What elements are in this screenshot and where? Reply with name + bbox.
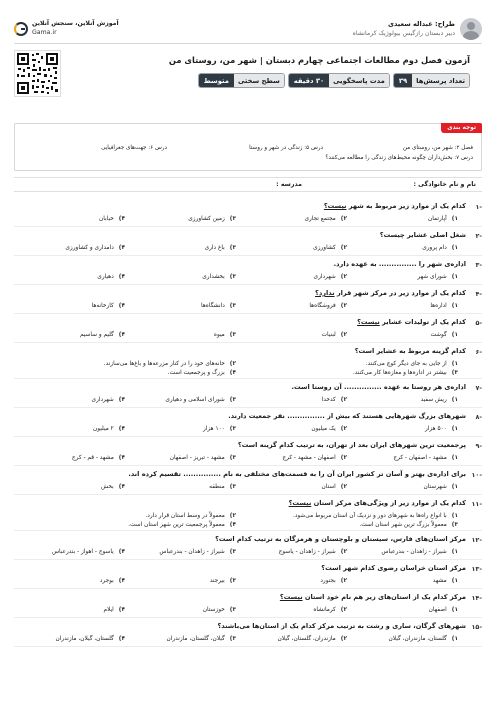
- answer-option[interactable]: ۳) گیلان، گلستان، مازندران: [166, 636, 236, 642]
- answer-option[interactable]: ۱) آپارتمان: [428, 216, 458, 222]
- notice-row-2: [23, 155, 473, 161]
- answer-option[interactable]: ۳) میوه: [213, 332, 236, 338]
- answer-option[interactable]: ۱) مشهد - اصفهان - کرج: [393, 455, 458, 461]
- student-info-line: [14, 177, 482, 192]
- question-count-label: تعداد پرسش‌ها: [412, 74, 469, 87]
- answer-option[interactable]: ۳) ۱۰۰ هزار: [202, 426, 236, 432]
- answer-option[interactable]: ۱) ریش سفید: [420, 397, 458, 403]
- question-item: [14, 379, 482, 408]
- answer-option[interactable]: ۲) بجنورد: [320, 578, 347, 584]
- question-item: [14, 314, 482, 343]
- option-row: [14, 513, 458, 519]
- answer-option[interactable]: ۲) کرمانشاه: [313, 607, 347, 613]
- question-number: -۲: [475, 232, 482, 240]
- answer-option[interactable]: ۲) فروشگاه‌ها: [309, 303, 347, 309]
- answer-option[interactable]: ۳) زمین کشاورزی: [188, 216, 236, 222]
- question-number: -۳: [475, 261, 482, 269]
- answer-option[interactable]: ۴) ایلام: [103, 607, 125, 613]
- answer-option[interactable]: ۳) بیشتر در اداره‌ها و مغازه‌ها کار می‌کنند.: [352, 370, 458, 376]
- question-item: [14, 343, 482, 379]
- answer-option[interactable]: ۴) خیابان: [99, 216, 125, 222]
- answer-option[interactable]: ۱) شورای شهر: [417, 274, 458, 280]
- answer-option[interactable]: ۱) گوشت: [430, 332, 458, 338]
- answer-option[interactable]: ۳) باغ داری: [204, 245, 236, 251]
- question-item: [14, 198, 482, 227]
- scope-notice: [14, 123, 482, 171]
- answer-option[interactable]: ۴) مشهد - قم - کرج: [71, 455, 125, 461]
- question-number: -۸: [475, 413, 482, 421]
- question-number: -۱۵: [471, 623, 482, 631]
- notice-item: درس ۷: بخش‌داران چگونه محیط‌های زندگی را مطالعه می‌کنند؟: [325, 155, 473, 161]
- exam-header: [14, 47, 482, 101]
- notice-item: فصل ۲: شهر من، روستای من: [402, 145, 473, 151]
- answer-option[interactable]: ۴) گلستان، گیلان، مازندران: [55, 636, 125, 642]
- question-number: -۱۴: [471, 594, 482, 602]
- answer-option[interactable]: ۴) بزرگ و پرجمعیت است.: [167, 370, 236, 376]
- option-row: [14, 370, 458, 376]
- exam-title: آزمون فصل دوم مطالعات اجتماعی چهارم دبستان | شهر من، روستای من: [168, 55, 470, 65]
- brand-logo[interactable]: [14, 20, 119, 37]
- answer-option[interactable]: ۱) از جایی به جای دیگر کوچ می‌کنند.: [365, 361, 458, 367]
- option-row: [14, 549, 458, 555]
- answer-option[interactable]: ۱) ۵۰۰ هزار: [424, 426, 458, 432]
- question-item: [14, 466, 482, 495]
- question-text: کدام یک از موارد زیر در مرکز شهر قرار ندارد؟: [315, 289, 466, 297]
- question-text: پرجمعیت ترین شهرهای ایران بعد از تهران، به ترتیب کدام گزینه است؟: [237, 441, 466, 449]
- question-number: -۱۰: [471, 471, 482, 479]
- avatar: [460, 18, 482, 40]
- option-row: [14, 484, 458, 490]
- question-item: [14, 437, 482, 466]
- designer-info: [353, 18, 482, 40]
- notice-tag: توجه بندی: [441, 123, 482, 133]
- option-row: [14, 216, 458, 222]
- option-row: [14, 607, 458, 613]
- exam-badges: [198, 73, 470, 88]
- difficulty-value: متوسط: [199, 74, 234, 87]
- question-list: [14, 198, 482, 647]
- question-text: مرکز استان خراسان رضوی کدام شهر است؟: [321, 564, 466, 572]
- student-name-field[interactable]: نام و نام خانوادگی :: [413, 181, 476, 188]
- answer-option[interactable]: ۲) لبنیات: [321, 332, 347, 338]
- difficulty-label: سطح سختی: [234, 74, 284, 87]
- question-number: -۹: [475, 442, 482, 450]
- answer-option[interactable]: ۱) با انواع راه‌ها به شهرهای دور و نزدیک آن استان مربوط می‌شود.: [293, 513, 458, 519]
- question-number: -۴: [475, 290, 482, 298]
- question-text: مرکز کدام یک از استان‌های زیر هم نام خود استان نیست؟: [279, 593, 466, 601]
- answer-option[interactable]: ۲) مجتمع تجاری: [304, 216, 347, 222]
- duration-badge: [288, 73, 390, 88]
- question-text: شهرهای بزرگ شهرهایی هستند که بیش از ............... نفر جمعیت دارند.: [228, 412, 466, 420]
- school-name-field[interactable]: مدرسه :: [276, 181, 302, 188]
- answer-option[interactable]: ۲) معمولاً در وسط استان قرار دارد.: [145, 513, 236, 519]
- question-item: [14, 408, 482, 437]
- option-row: [14, 455, 458, 461]
- answer-option[interactable]: ۲) مازندران، گلستان، گیلان: [277, 636, 347, 642]
- answer-option[interactable]: ۳) مشهد - تبریز - اصفهان: [169, 455, 236, 461]
- notice-item: درس ۵: زندگی در شهر و روستا: [249, 145, 323, 151]
- answer-option[interactable]: ۳) شیراز - زاهدان - بندرعباس: [159, 549, 236, 555]
- question-number: -۵: [475, 319, 482, 327]
- designer-school: دبیر دبستان رازگیس بیولوژیک کرمانشاه: [352, 29, 455, 37]
- answer-option[interactable]: ۱) اصفهان: [428, 607, 458, 613]
- gama-logo-icon: [14, 22, 28, 36]
- question-item: [14, 589, 482, 618]
- answer-option[interactable]: ۴) معمولاً پرجمعیت ترین شهر استان است.: [128, 522, 236, 528]
- question-item: [14, 618, 482, 647]
- answer-option[interactable]: ۴) یاسوج - اهواز - بندرعباس: [51, 549, 125, 555]
- duration-label: مدت پاسخگویی: [329, 74, 389, 87]
- qr-code-icon: [14, 50, 61, 97]
- notice-item: درس ۶: جهت‌های جغرافیایی: [101, 145, 167, 151]
- difficulty-badge: [198, 73, 285, 88]
- answer-option[interactable]: ۳) منطقه: [209, 484, 236, 490]
- answer-option[interactable]: ۴) بخش: [101, 484, 125, 490]
- option-row: [14, 361, 458, 367]
- answer-option[interactable]: ۱) دام پروری: [422, 245, 458, 251]
- option-row: [14, 578, 458, 584]
- answer-option[interactable]: ۴) گلیم و ساسیم: [79, 332, 125, 338]
- answer-option[interactable]: ۳) معمولاً بزرگ ترین شهر استان است.: [359, 522, 458, 528]
- answer-option[interactable]: ۳) بخشداری: [202, 274, 236, 280]
- question-text: اداره‌ی شهر را ............... به عهده دارد.: [333, 260, 466, 268]
- question-text: برای اداره‌ی بهتر و آسان تر کشور ایران آن را به قسمت‌های مختلفی به نام ............... تقسیم کرده اند.: [128, 470, 466, 478]
- question-text: کدام یک از موارد زیر از ویژگی‌های مرکز استان نیست؟: [288, 499, 466, 507]
- answer-option[interactable]: ۴) بوجرد: [99, 578, 125, 584]
- question-text: مرکز استان‌های فارس، سیستان و بلوچستان و هرمزگان به ترتیب کدام است؟: [215, 535, 466, 543]
- option-row: [14, 274, 458, 280]
- notice-row-1: [23, 145, 473, 151]
- question-item: [14, 256, 482, 285]
- answer-option[interactable]: ۲) اصفهان - مشهد - کرج: [282, 455, 347, 461]
- question-text: اداره‌ی هر روستا به عهده ............... آن روستا است.: [291, 383, 466, 391]
- question-text: شغل اصلی عشایر چیست؟: [379, 231, 466, 239]
- question-number: -۱۱: [471, 500, 482, 508]
- answer-option[interactable]: ۱) شهرستان: [423, 484, 458, 490]
- question-number: -۱۳: [471, 565, 482, 573]
- question-item: [14, 531, 482, 560]
- question-number: -۱۲: [471, 536, 482, 544]
- option-row: [14, 332, 458, 338]
- question-item: [14, 560, 482, 589]
- question-item: [14, 285, 482, 314]
- answer-option[interactable]: ۱) گلستان، مازندران، گیلان: [388, 636, 458, 642]
- header-bar: [14, 14, 482, 44]
- brand-name: آموزش آنلاین، سنجش آنلاین: [32, 20, 119, 27]
- duration-value: ۳۰ دقیقه: [289, 74, 329, 87]
- question-number: -۶: [475, 348, 482, 356]
- answer-option[interactable]: ۴) شهرداری: [91, 397, 125, 403]
- option-row: [14, 245, 458, 251]
- answer-option[interactable]: ۴) دهیاری: [97, 274, 125, 280]
- question-text: کدام یک از تولیدات عشایر نیست؟: [357, 318, 466, 326]
- answer-option[interactable]: ۲) یک میلیون: [311, 426, 347, 432]
- option-row: [14, 636, 458, 642]
- answer-option[interactable]: ۴) دامداری و کشاورزی: [65, 245, 125, 251]
- answer-option[interactable]: ۳) بیرجند: [209, 578, 236, 584]
- question-text: کدام گزینه مربوط به عشایر است؟: [354, 347, 466, 355]
- answer-option[interactable]: ۱) مشهد: [432, 578, 458, 584]
- option-row: [14, 522, 458, 528]
- option-row: [14, 426, 458, 432]
- question-count-value: ۳۹: [394, 74, 412, 87]
- designer-name: طراح: عبداله سعیدی: [387, 19, 455, 28]
- answer-option[interactable]: ۱) اداره‌ها: [430, 303, 458, 309]
- question-count-badge: [393, 73, 470, 88]
- answer-option[interactable]: ۲) خانه‌های خود را در کنار مزرعه‌ها و باغ‌ها می‌سازند.: [103, 361, 236, 367]
- question-number: -۷: [475, 384, 482, 392]
- question-number: -۱: [475, 203, 482, 211]
- answer-option[interactable]: ۳) شورای اسلامی و دهیاری: [165, 397, 236, 403]
- answer-option[interactable]: ۲) کشاورزی: [313, 245, 347, 251]
- answer-option[interactable]: ۱) شیراز - زاهدان - بندرعباس: [381, 549, 458, 555]
- brand-url: Gama.ir: [32, 28, 57, 36]
- question-item: [14, 495, 482, 531]
- question-item: [14, 227, 482, 256]
- option-row: [14, 397, 458, 403]
- answer-option[interactable]: ۲) کدخدا: [321, 397, 347, 403]
- question-text: کدام یک از موارد زیر مربوط به شهر نیست؟: [323, 202, 466, 210]
- answer-option[interactable]: ۲) شهرداری: [313, 274, 347, 280]
- answer-option[interactable]: ۲) شیراز - زاهدان - یاسوج: [278, 549, 347, 555]
- option-row: [14, 303, 458, 309]
- answer-option[interactable]: ۴) ۲ میلیون: [93, 426, 125, 432]
- answer-option[interactable]: ۳) دانشگاه‌ها: [200, 303, 236, 309]
- question-text: شهرهای گرگان، ساری و رشت به ترتیب مرکز کدام یک از استان‌ها می‌باشند؟: [217, 622, 466, 630]
- answer-option[interactable]: ۲) استان: [321, 484, 347, 490]
- answer-option[interactable]: ۳) خوزستان: [202, 607, 236, 613]
- answer-option[interactable]: ۴) کارخانه‌ها: [91, 303, 125, 309]
